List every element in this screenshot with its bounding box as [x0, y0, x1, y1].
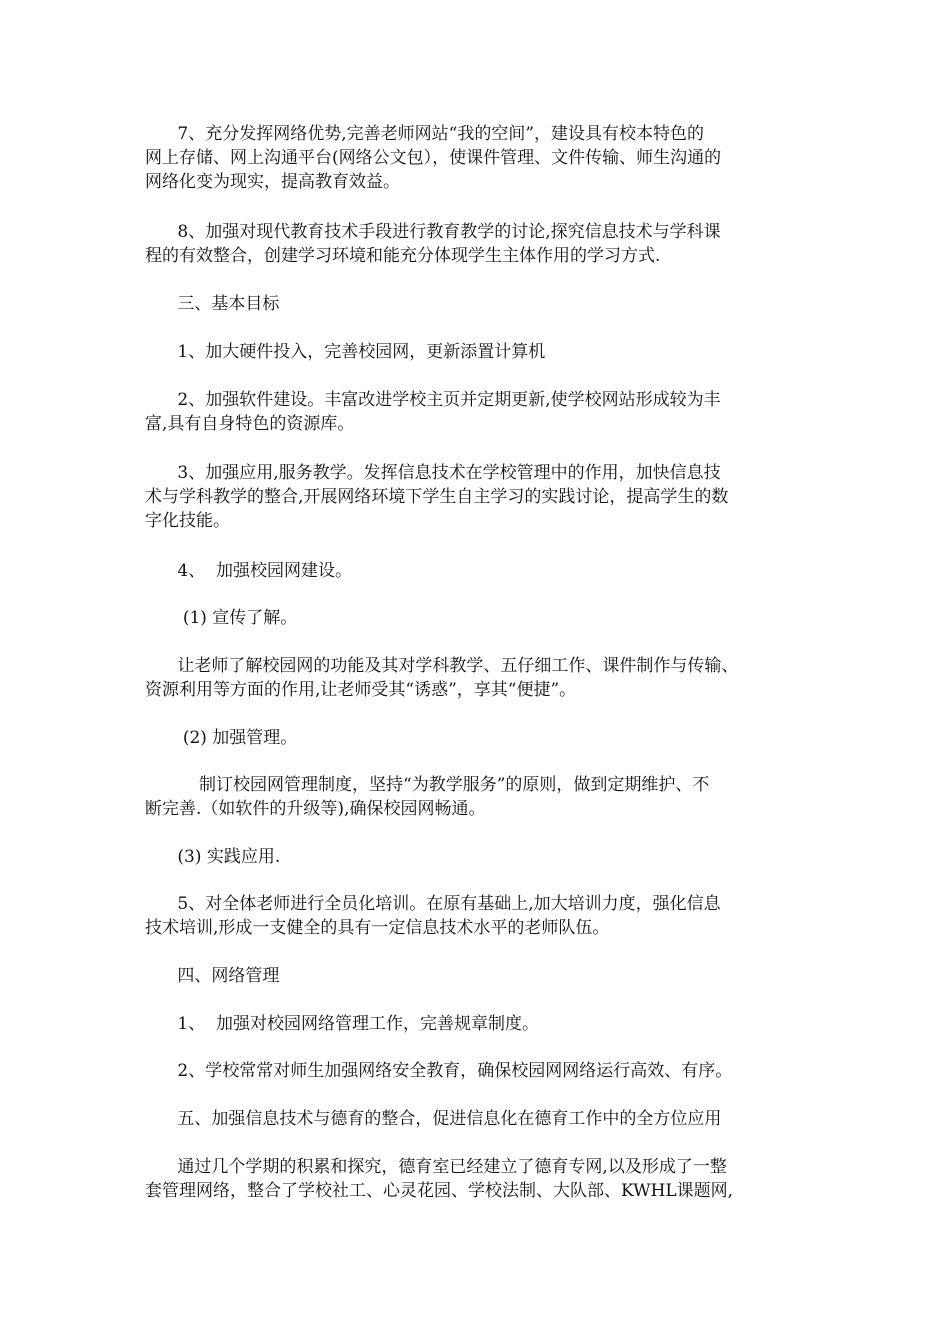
paragraph-goal-3: 3、加强应用,服务教学。发挥信息技术在学校管理中的作用，加快信息技 术与学科教学的整合,开展网络环境下学生自主学习的实践讨论，提高学生的数 字化技能。 — [145, 463, 729, 531]
paragraph-goal-5: 5、对全体老师进行全员化培训。在原有基础上,加大培训力度，强化信息 技术培训,形成一支健全的具有一定信息技术水平的老师队伍。 — [145, 894, 721, 938]
paragraph-moral-education: 通过几个学期的积累和探究，德育室已经建立了德育专网,以及形成了一整 套管理网络，整合了学校社工、心灵花园、学校法制、大队部、KWHL课题网, — [145, 1157, 734, 1201]
heading-moral-education: 五、加强信息技术与德育的整合，促进信息化在德育工作中的全方位应用 — [145, 1109, 722, 1129]
subheading-practice: (3) 实践应用. — [145, 847, 281, 867]
paragraph-goal-2: 2、加强软件建设。丰富改进学校主页并定期更新,使学校网站形成较为丰 富,具有自身特色的资源库。 — [145, 390, 721, 434]
paragraph-management: 制订校园网管理制度，坚持“为教学服务”的原则，做到定期维护、不 断完善.（如软件的升级等),确保校园网畅通。 — [145, 775, 710, 819]
subheading-management: (2) 加强管理。 — [145, 728, 298, 748]
paragraph-management-1: 1、 加强对校园网络管理工作，完善规章制度。 — [145, 1014, 540, 1034]
paragraph-goal-4: 4、 加强校园网建设。 — [145, 561, 353, 581]
paragraph-management-2: 2、学校常常对师生加强网络安全教育，确保校园网网络运行高效、有序。 — [145, 1061, 733, 1081]
paragraph-goal-1: 1、加大硬件投入，完善校园网，更新添置计算机 — [145, 342, 546, 362]
paragraph-8-education-tech: 8、加强对现代教育技术手段进行教育教学的讨论,探究信息技术与学科课 程的有效整合，创建学习环境和能充分体现学生主体作用的学习方式. — [145, 222, 721, 266]
paragraph-7-network-advantage: 7、充分发挥网络优势,完善老师网站“我的空间”，建设具有校本特色的 网上存储、网上沟通平台(网络公文包），使课件管理、文件传输、师生沟通的 网络化变为现实，提高教育效益。 — [145, 124, 722, 192]
heading-network-management: 四、网络管理 — [145, 966, 280, 986]
paragraph-promotion: 让老师了解校园网的功能及其对学科教学、五仔细工作、课件制作与传输、 资源利用等方面的作用,让老师受其“诱惑”，享其“便捷”。 — [145, 656, 739, 700]
subheading-promotion: (1) 宣传了解。 — [145, 608, 298, 628]
heading-basic-goals: 三、基本目标 — [145, 294, 280, 314]
